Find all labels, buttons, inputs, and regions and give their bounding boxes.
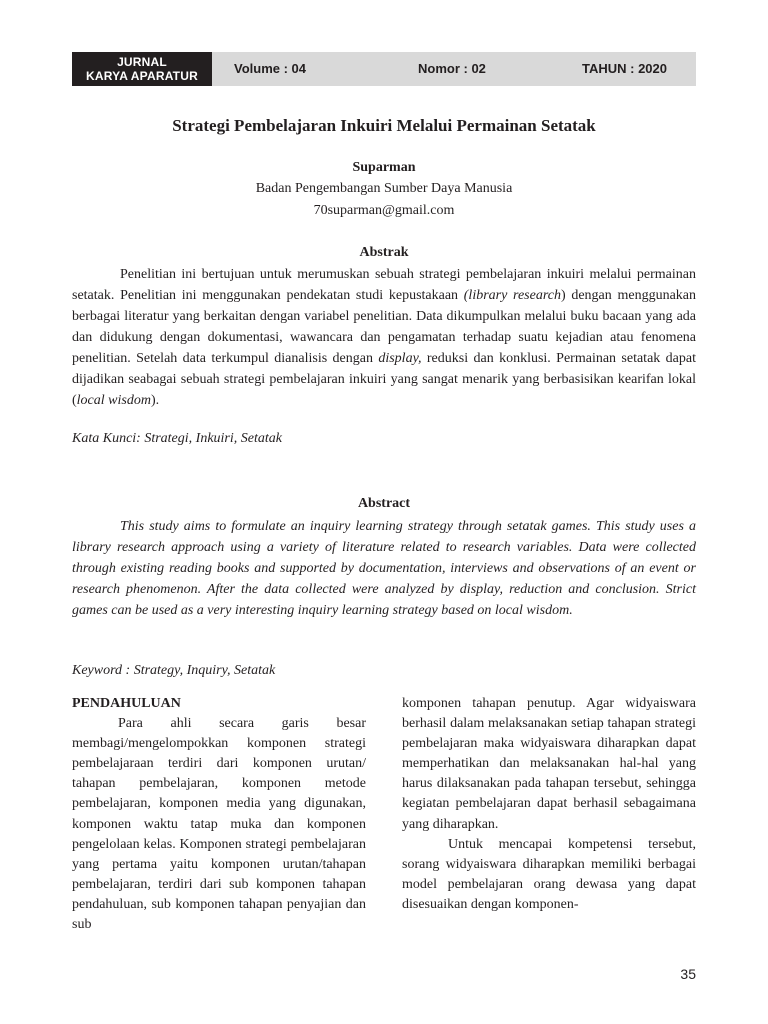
kata-kunci: Kata Kunci: Strategi, Inkuiri, Setatak — [72, 431, 282, 446]
abstrak-text-4: ). — [150, 393, 160, 408]
abstrak-text-1: Penelitian ini bertujuan untuk merumuskan sebuah strategi pembelajaran inkuiri melalui permainan setatak. Penelitian ini menggunakan pendekatan studi kepustakaan — [72, 267, 696, 303]
journal-header — [72, 52, 696, 86]
body-column-right — [402, 694, 696, 915]
section-heading-pendahuluan: PENDAHULUAN — [72, 696, 181, 711]
year-label: TAHUN : 2020 — [582, 61, 668, 76]
body-paragraph-right-1: komponen tahapan penutup. Agar widyaiswara berhasil dalam melaksanakan setiap tahapan strategi pembelajaran maka widyaiswara diharapkan dapat memperhatikan dan melaksanakan hal-hal yang harus dilaksanakan pada tahapan tersebut, sehingga kegiatan pembelajaran dapat berhasil sebagaimana yang diharapkan. — [402, 696, 696, 832]
journal-logo — [72, 52, 212, 86]
abstrak-term-local-wisdom: local wisdom — [76, 393, 151, 408]
issue-number-label: Nomor : 02 — [418, 61, 486, 76]
volume-label: Volume : 04 — [234, 61, 307, 76]
abstrak-heading: Abstrak — [359, 245, 409, 260]
body-paragraph-right-2: Untuk mencapai kompetensi tersebut, sorang widyaiswara diharapkan memiliki berbagai model pembelajaran orang dewasa yang dapat disesuaikan dengan komponen- — [402, 836, 696, 912]
body-column-left — [72, 694, 366, 935]
journal-name-line1: JURNAL — [117, 55, 167, 69]
abstract-heading: Abstract — [357, 496, 411, 511]
abstrak-text-2: ) dengan menggunakan berbagai literatur yang berkaitan dengan variabel penelitian. Data dikumpulkan melalui buku bacaan yang ada dan didukung dengan dokumentasi, wawancara dan pengamatan terhadap suatu kejadian atau fenomena penelitian. Setelah data terkumpul dianalisis dengan — [72, 288, 696, 366]
author-name: Suparman — [352, 160, 416, 175]
page-number: 35 — [680, 966, 696, 982]
author-email: 70suparman@gmail.com — [313, 203, 455, 218]
paper-title: Strategi Pembelajaran Inkuiri Melalui Permainan Setatak — [172, 116, 596, 135]
journal-name-line2: KARYA APARATUR — [86, 69, 198, 83]
body-paragraph-left: Para ahli secara garis besar membagi/mengelompokkan komponen strategi pembelajaraan terdiri dari komponen urutan/ tahapan pembelajaran, komponen metode pembelajaran, komponen media yang digunakan, komponen waktu tatap muka dan komponen pengelolaan kelas. Komponen strategi pembelajaran yang pertama yaitu komponen urutan/tahapan pembelajaran, terdiri dari sub komponen tahapan pendahuluan, sub komponen tahapan penyajian dan sub — [72, 716, 366, 933]
keywords: Keyword : Strategy, Inquiry, Setatak — [72, 663, 276, 678]
abstrak-term-display: display, — [378, 351, 422, 366]
abstrak-body — [72, 264, 696, 411]
abstract-body: This study aims to formulate an inquiry learning strategy through setatak games. This study uses a library research approach using a variety of literature related to research variables. Data were collected through existing reading books and supported by documentation, interviews and observations of an event or research phenomenon. After the data collected were analyzed by display, reduction and conclusion. Strict games can be used as a very interesting inquiry learning strategy based on local wisdom. — [72, 519, 696, 618]
author-affiliation: Badan Pengembangan Sumber Daya Manusia — [255, 181, 513, 196]
abstrak-text-3: reduksi dan konklusi. Permainan setatak dapat dijadikan seabagai sebuah strategi pembelajaran inkuiri yang sangat menarik yang berbasisikan kearifan lokal ( — [72, 351, 696, 408]
abstrak-term-library-research: (library research — [463, 288, 561, 303]
